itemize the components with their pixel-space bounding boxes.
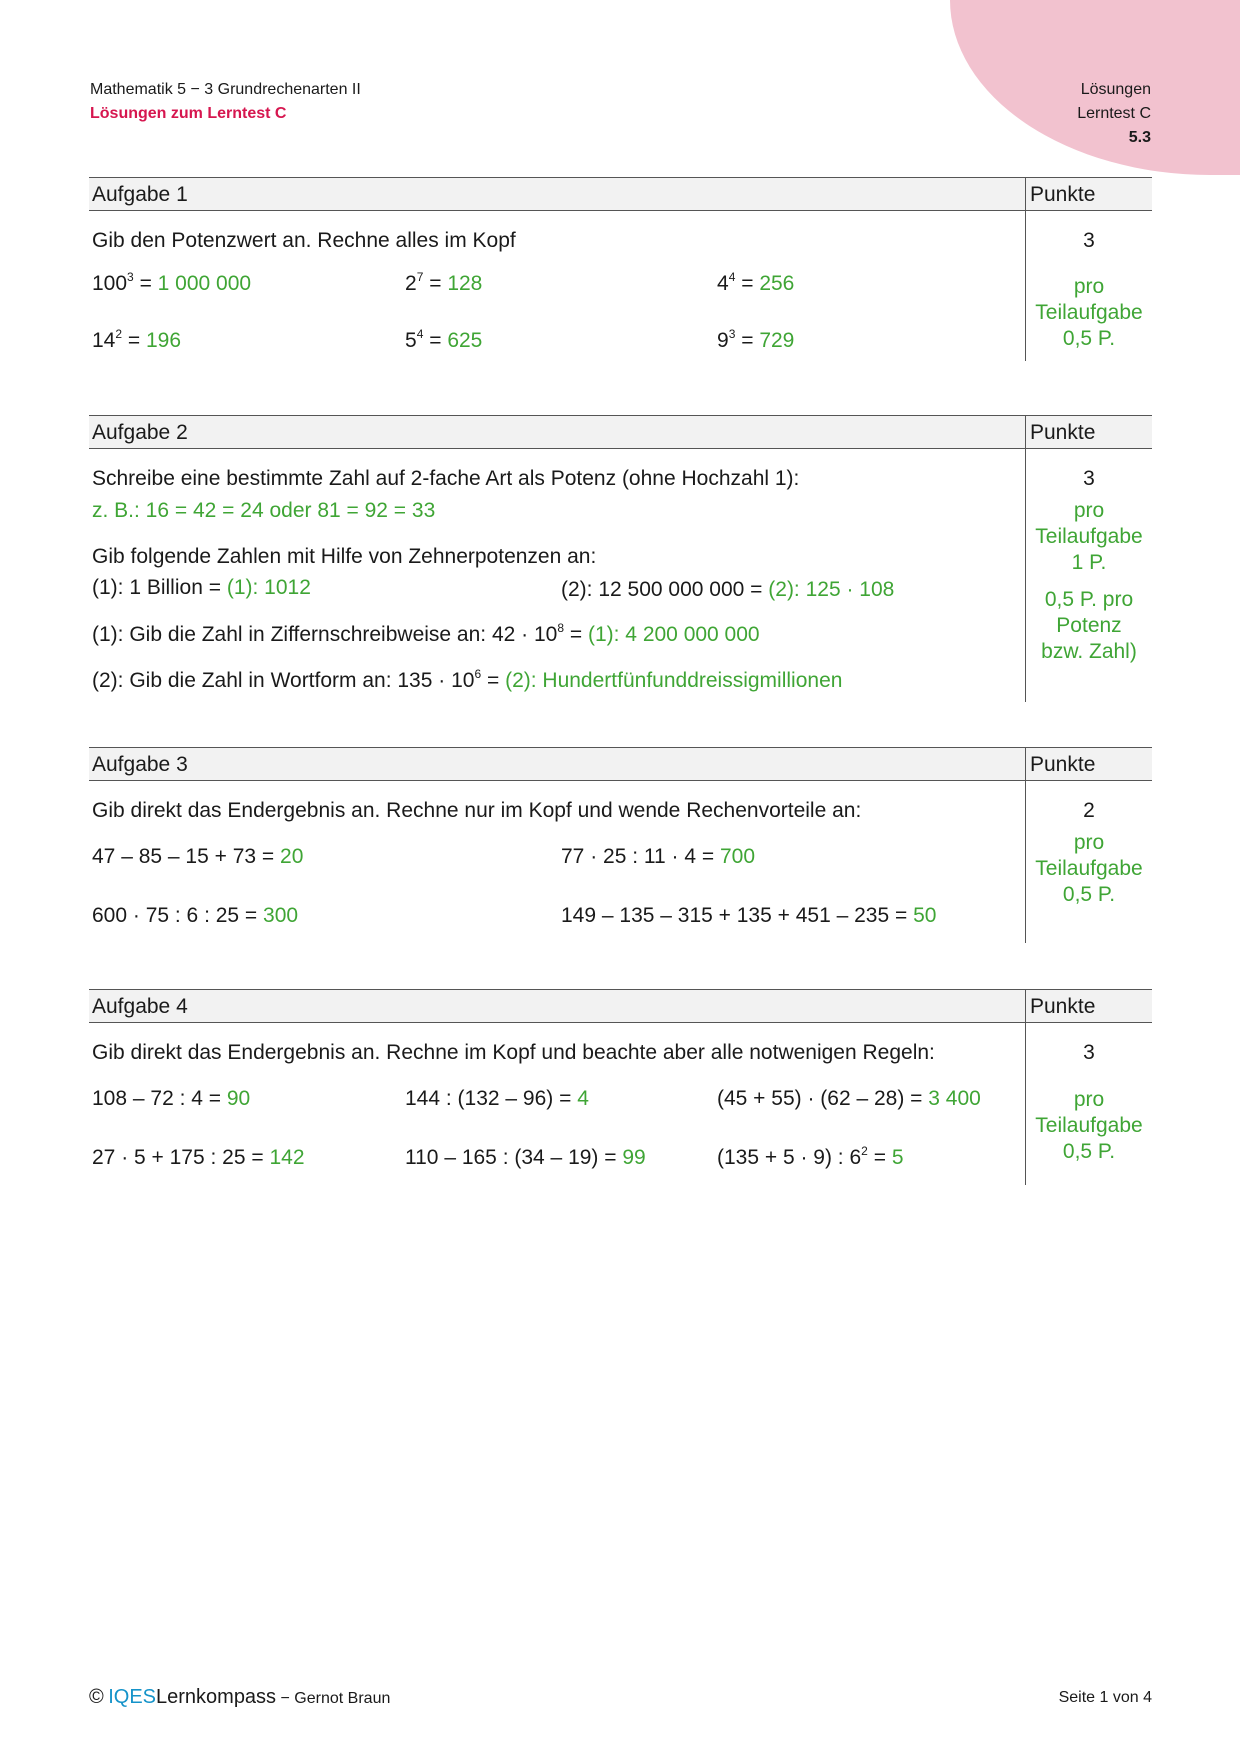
page-number: Seite 1 von 4 [1058, 1689, 1152, 1706]
task-title: Aufgabe 1 [92, 183, 188, 206]
task-body [89, 449, 1152, 702]
answer: 256 [759, 272, 795, 295]
answer: (1): 4 200 000 000 [587, 623, 760, 646]
task-points: 3 [1083, 1041, 1095, 1064]
exercise-item: $5^4 = 625$ [405, 327, 483, 352]
answer: 90 [226, 1087, 251, 1110]
footer-brand [89, 1686, 390, 1709]
task-title: Aufgabe 2 [92, 421, 188, 444]
task-points: 3 [1083, 467, 1095, 490]
exercise-item: $9^3 = 729$ [717, 327, 795, 352]
task-instruction: Gib direkt das Endergebnis an. Rechne im Kopf und beachte aber alle notwenigen Regeln: [92, 1041, 935, 1064]
points-label: Punkte [1030, 183, 1096, 206]
exercise-item: 108 – 72 : 4 = 90 [92, 1087, 251, 1110]
document-header-right [1077, 78, 1151, 150]
exercise-item: (2): Gib die Zahl in Wortform an: $135 \cdot 10^6 = (2)$: Hundertfünfunddreissigmillionen [92, 667, 843, 692]
answer: 4 [577, 1087, 589, 1110]
exercise-item: (1): Gib die Zahl in Ziffernschreibweise an: $42 \cdot 10^8 = (1)$: 4 200 000 000 [92, 621, 760, 646]
answer: 128 [447, 272, 483, 295]
task-header [89, 177, 1152, 211]
answer: 142 [269, 1146, 305, 1169]
task-1 [89, 177, 1152, 361]
exercise-item: 77 · 25 : 11 · 4 = 700 [561, 845, 756, 868]
exercise-item: 600 · 75 : 6 : 25 = 300 [92, 904, 299, 927]
task-header [89, 415, 1152, 449]
task-instruction: Gib direkt das Endergebnis an. Rechne nur im Kopf und wende Rechenvorteile an: [92, 799, 862, 822]
exercise-item: 144 : (132 – 96) = 4 [405, 1087, 589, 1110]
exercise-item: (45 + 55) · (62 – 28) = 3 400 [717, 1087, 981, 1110]
answer: 300 [263, 904, 299, 927]
task-title: Aufgabe 4 [92, 995, 188, 1018]
exercise-item: 47 – 85 – 15 + 73 = 20 [92, 845, 304, 868]
task-header [89, 747, 1152, 781]
brand-iqes: IQES [108, 1686, 156, 1708]
task-title: Aufgabe 3 [92, 753, 188, 776]
task-body [89, 211, 1152, 361]
exercise-item: (1): 1 Billion = (1): 1012 [92, 576, 311, 599]
answer: 3 400 [928, 1087, 981, 1110]
copyright-icon: © [89, 1686, 104, 1708]
points-label: Punkte [1030, 421, 1096, 444]
answer: 625 [447, 329, 483, 352]
answer: 5 [891, 1146, 904, 1169]
brand-lernkompass: Lernkompass [156, 1686, 277, 1708]
answer: 729 [759, 329, 795, 352]
task-points: 3 [1083, 229, 1095, 252]
exercise-item: 27 · 5 + 175 : 25 = 142 [92, 1146, 305, 1169]
points-note: pro Teilaufgabe 0,5 P. [1035, 275, 1143, 350]
answer: (2): Hundertfünfunddreissigmillionen [505, 669, 843, 692]
answer: 1 000 000 [157, 272, 252, 295]
course-title: Mathematik 5 − 3 Grundrechenarten II [90, 81, 361, 98]
header-label-lerntest: Lerntest C [1077, 105, 1151, 122]
answer: 50 [913, 904, 937, 927]
exercise-item: $14^2 = 196$ [92, 327, 182, 352]
document-subtitle: Lösungen zum Lerntest C [90, 105, 287, 122]
points-note: pro Teilaufgabe 1 P. [1035, 499, 1143, 574]
points-note: pro Teilaufgabe 0,5 P. [1035, 1088, 1143, 1163]
task-body [89, 781, 1152, 943]
task-header [89, 989, 1152, 1023]
header-label-loesungen: Lösungen [1080, 81, 1151, 98]
answer: (1): 1012 [226, 576, 311, 599]
answer: (2): 125 · 108 [768, 578, 895, 601]
task-instruction: Gib den Potenzwert an. Rechne alles im Kopf [92, 229, 516, 252]
footer-author: − Gernot Braun [280, 1690, 391, 1707]
exercise-item: $100^3 = 1$ 000 000 [92, 270, 252, 295]
points-note: pro Teilaufgabe 0,5 P. [1035, 831, 1143, 906]
exercise-item: $4^4 = 256$ [717, 270, 795, 295]
exercise-item: 110 – 165 : (34 – 19) = 99 [405, 1146, 646, 1169]
exercise-item: 149 – 135 – 315 + 135 + 451 – 235 = 50 [561, 904, 937, 927]
exercise-item: (2): 12 500 000 000 = (2): 125 · 108 [561, 578, 895, 601]
task-points: 2 [1083, 799, 1095, 822]
task-3 [89, 747, 1152, 943]
task-4 [89, 989, 1152, 1185]
task-instruction-2: Gib folgende Zahlen mit Hilfe von Zehnerpotenzen an: [92, 545, 597, 568]
answer: 700 [719, 845, 756, 868]
exercise-item: (135 + 5 · 9) : $6^2 = 5$ [717, 1144, 904, 1169]
task-instruction: Schreibe eine bestimmte Zahl auf 2-fache Art als Potenz (ohne Hochzahl 1): [92, 467, 800, 490]
answer: 20 [280, 845, 304, 868]
exercise-item: $2^7 = 128$ [405, 270, 483, 295]
document-header-left [90, 78, 361, 126]
example-answer: z. B.: 16 = 42 = 24 oder 81 = 92 = 33 [92, 499, 436, 522]
task-2 [89, 415, 1152, 702]
points-label: Punkte [1030, 753, 1096, 776]
answer: 99 [622, 1146, 646, 1169]
answer: 196 [145, 329, 182, 352]
points-note-2: 0,5 P. pro Potenz bzw. Zahl) [1041, 588, 1137, 663]
points-label: Punkte [1030, 995, 1096, 1018]
task-body [89, 1023, 1152, 1185]
header-section-number: 5.3 [1128, 129, 1151, 146]
